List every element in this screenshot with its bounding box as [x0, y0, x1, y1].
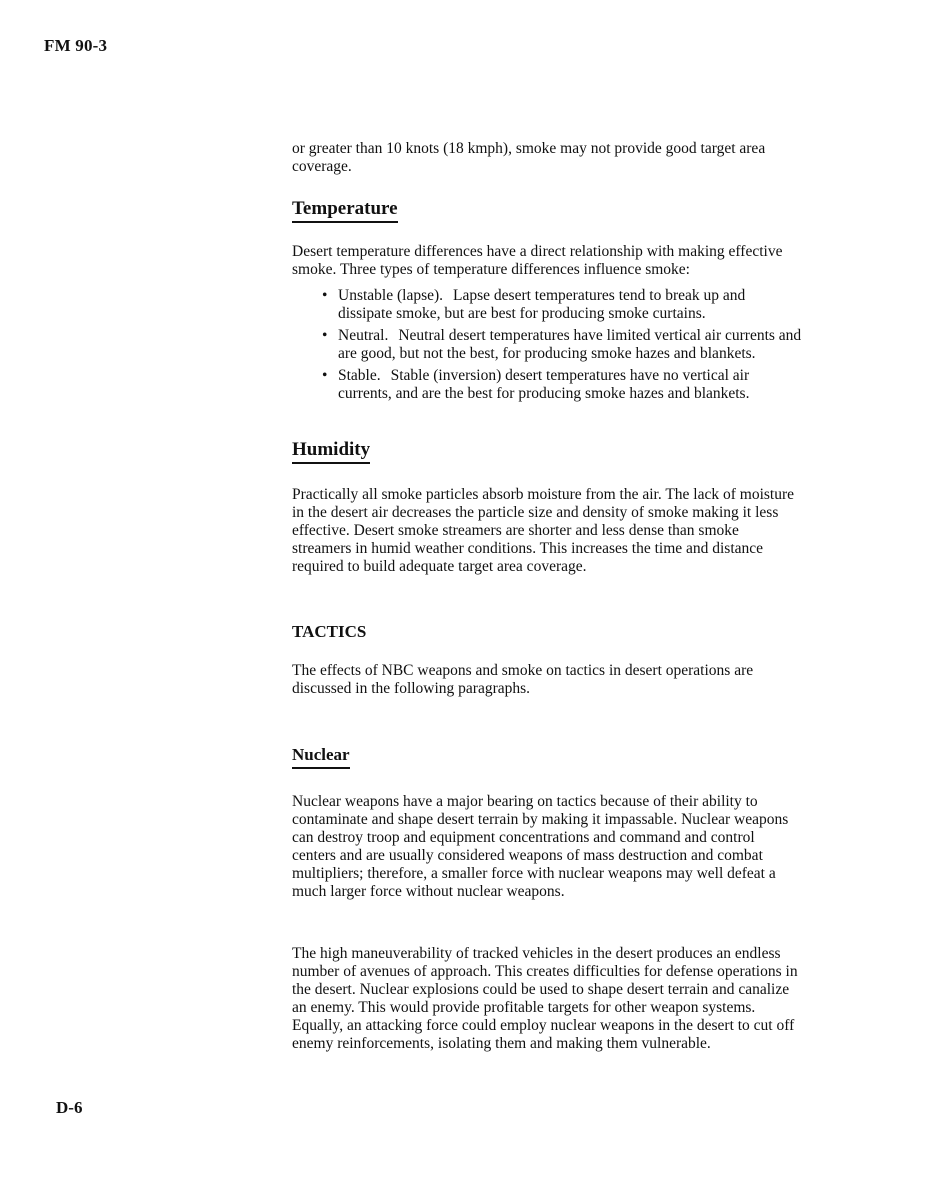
humidity-section [292, 439, 802, 576]
page-number-footer: D-6 [56, 1098, 83, 1117]
humidity-paragraph: Practically all smoke particles absorb moisture from the air. The lack of moisture in the desert air decreases the particle size and density of smoke making it less effective. Desert smoke streamers are shorter and less dense than smoke streamers in humid weather conditions. This increases the time and distance required to build adequate target area coverage. [292, 486, 795, 575]
tactics-paragraph: The effects of NBC weapons and smoke on tactics in desert operations are discussed in the following paragraphs. [292, 662, 754, 697]
bullet-text: Lapse desert temperatures tend to break up and dissipate smoke, but are best for producing smoke curtains. [338, 287, 746, 322]
nuclear-paragraph-1: Nuclear weapons have a major bearing on tactics because of their ability to contaminate and shape desert terrain by making it impassable. Nuclear weapons can destroy troop and equipment concentrations and command and control centers and are usually considered weapons of mass destruction and combat multipliers; therefore, a smaller force with nuclear weapons may well defeat a much larger force without nuclear weapons. [292, 793, 789, 900]
bullet-neutral [292, 327, 802, 363]
bullet-dot-icon: • [322, 287, 328, 304]
temperature-bullet-list [292, 287, 802, 403]
tactics-heading: TACTICS [292, 622, 367, 641]
bullet-term: Neutral. [338, 327, 389, 344]
bullet-unstable [292, 287, 802, 323]
bullet-stable [292, 367, 802, 403]
humidity-heading: Humidity [292, 439, 370, 464]
tactics-section [292, 622, 802, 698]
temperature-paragraph: Desert temperature differences have a direct relationship with making effective smoke. Three types of temperature differences influence smoke: [292, 243, 783, 278]
bullet-term: Unstable (lapse). [338, 287, 444, 304]
intro-paragraph: or greater than 10 knots (18 kmph), smoke may not provide good target area coverage. [292, 140, 766, 175]
temperature-heading: Temperature [292, 198, 398, 223]
temperature-section [292, 198, 802, 403]
bullet-text: Stable (inversion) desert temperatures have no vertical air currents, and are the best for producing smoke hazes and blankets. [338, 367, 750, 402]
bullet-text: Neutral desert temperatures have limited vertical air currents and are good, but not the best, for producing smoke hazes and blankets. [338, 327, 802, 362]
nuclear-section [292, 744, 802, 1053]
bullet-term: Stable. [338, 367, 381, 384]
bullet-dot-icon: • [322, 327, 328, 344]
document-id-header: FM 90-3 [44, 36, 108, 55]
nuclear-paragraph-2: The high maneuverability of tracked vehicles in the desert produces an endless number of avenues of approach. This creates difficulties for defense operations in the desert. Nuclear explosions could be used to shape desert terrain and canalize an enemy. This would provide profitable targets for other weapon systems. Equally, an attacking force could employ nuclear weapons in the desert to cut off enemy reinforcements, isolating them and making them vulnerable. [292, 945, 798, 1052]
nuclear-heading: Nuclear [292, 744, 350, 769]
bullet-dot-icon: • [322, 367, 328, 384]
page-content [292, 140, 802, 1053]
